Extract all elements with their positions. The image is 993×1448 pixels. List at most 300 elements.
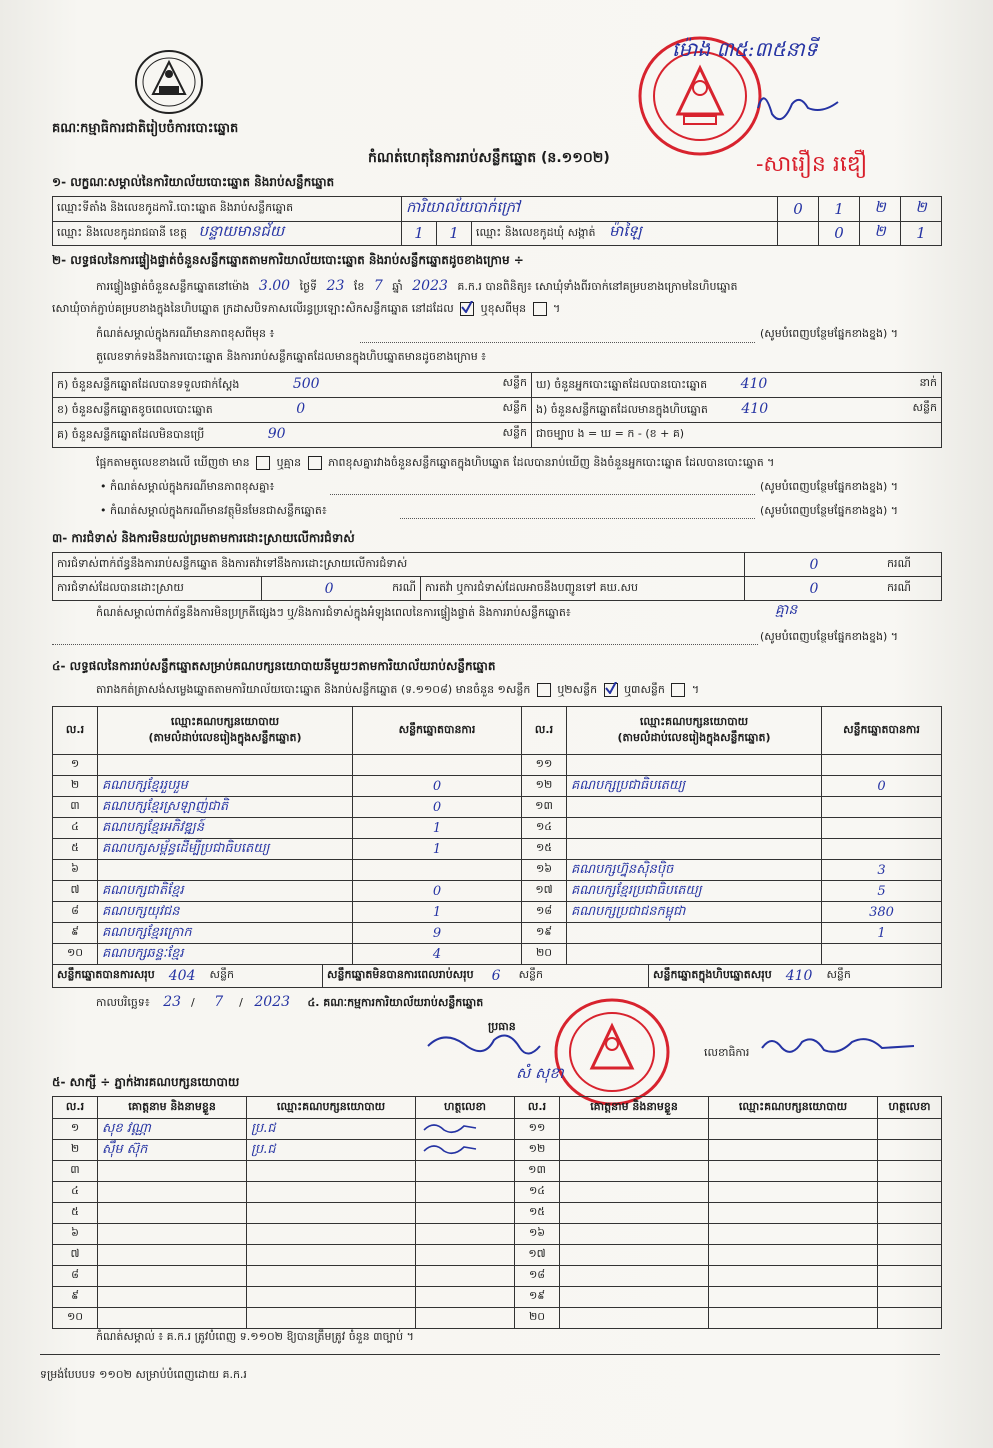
complaints-table — [52, 552, 942, 601]
verify-time-label: ការផ្ទៀងផ្ទាត់ចំនួនសន្លឹកឆ្នោតនៅម៉ោង — [96, 280, 250, 293]
party-name: គណបក្ស​ឆន្ទៈ​ខ្មែរ — [98, 944, 353, 965]
table-row — [53, 860, 942, 881]
verify-month: 7 — [373, 278, 383, 294]
table-row — [53, 1245, 942, 1266]
witness-party — [709, 1266, 878, 1287]
handwritten-name: -សារឿន រឌឿ — [756, 152, 868, 177]
footer-divider — [40, 1354, 940, 1355]
witness-no: ២ — [53, 1140, 98, 1161]
witness-signature — [878, 1287, 942, 1308]
section4-title: ៤- លទ្ធផលនៃការរាប់សន្លឹកឆ្នោតសម្រាប់គណបក្សនយោបាយនីមួយៗតាមការិយាល័យរាប់សន្លឹកឆ្នោត — [52, 659, 496, 673]
witness-party — [247, 1287, 416, 1308]
witness-no: ១៥ — [515, 1203, 560, 1224]
province-code-1: 1 — [402, 221, 437, 246]
witness-party — [247, 1203, 416, 1224]
invalid-total-cell — [323, 965, 649, 987]
totals-row — [53, 965, 942, 988]
tally-three-checkbox[interactable] — [671, 683, 685, 697]
col-party-left — [98, 707, 353, 755]
witness-name — [560, 1182, 709, 1203]
difference-note-more: (សូមបំពេញបន្ថែមផ្នែកខាងខ្នង) ។ — [760, 327, 899, 340]
table-row — [53, 1308, 942, 1329]
discrepancy-no-checkbox[interactable] — [308, 456, 322, 470]
verify-year-label: ឆ្នាំ — [392, 280, 403, 293]
col-party-right — [567, 707, 822, 755]
party-name — [567, 839, 822, 860]
party-votes: 1 — [822, 923, 942, 944]
witness-name — [560, 1308, 709, 1329]
ka-label: ក) ចំនួនសន្លឹកឆ្នោតដែលបានទទួលជាក់ស្តែង — [57, 378, 240, 391]
commune-code-1: 0 — [819, 221, 860, 246]
ngo-unit: សន្លឹក — [912, 401, 937, 414]
tally-one-checkbox[interactable] — [537, 683, 551, 697]
handwritten-time-note: ម៉ោង ៣៥:៣៥នាទី — [672, 37, 818, 61]
section3-title: ៣- ការជំទាស់ និងការមិនយល់ព្រមតាមការដោះស្រាយលើការជំទាស់ — [52, 531, 355, 545]
tally-three-label: ឬ៣សន្លឹក — [624, 683, 665, 696]
party-votes — [822, 755, 942, 776]
station-label: ឈ្មោះទីតាំង និងលេខកូដការិ.បោះឆ្នោត និងរាប់សន្លឹកឆ្នោត — [53, 197, 402, 222]
resolved-value — [262, 577, 421, 601]
discrepancy-note-more: (សូមបំពេញបន្ថែមផ្នែកខាងខ្នង) ។ — [760, 480, 899, 493]
table-row — [53, 944, 942, 965]
difference-note-label: កំណត់សម្គាល់ក្នុងករណីមានភាពខុសពីមុន ៖ — [96, 327, 275, 340]
party-votes: 0 — [353, 881, 522, 902]
party-no: ១០ — [53, 944, 98, 965]
party-results-table — [52, 706, 942, 988]
col-party-left-title: ឈ្មោះគណបក្សនយោបាយ — [170, 714, 280, 728]
party-votes — [353, 755, 522, 776]
party-no: ៤ — [53, 818, 98, 839]
kho-unit: នាក់ — [919, 376, 937, 389]
section2-title: ២- លទ្ធផលនៃការផ្ទៀងផ្ទាត់ចំនួនសន្លឹកឆ្នោតតាមការិយាល័យបោះឆ្នោត និងរាប់សន្លឹកឆ្នោតដូចខាងក្រោម ÷ — [52, 253, 524, 267]
chair-name: សំ សុខា — [516, 1064, 564, 1082]
box-total-cell — [649, 965, 941, 987]
witness-col-name-left: គោត្តនាម និងនាមខ្លួន — [98, 1097, 247, 1119]
witness-signature — [416, 1266, 515, 1287]
document-title: កំណត់ហេតុនៃការរាប់សន្លឹកឆ្នោត (ន.១១០២) — [368, 150, 610, 166]
witness-party — [709, 1140, 878, 1161]
witness-signature — [416, 1245, 515, 1266]
witness-name — [560, 1119, 709, 1140]
witness-col-no-left: ល.រ — [53, 1097, 98, 1119]
witness-name — [560, 1140, 709, 1161]
table-row — [53, 1140, 942, 1161]
witness-no: ៣ — [53, 1161, 98, 1182]
province-row — [53, 221, 402, 246]
witness-name — [98, 1287, 247, 1308]
witness-no: ៦ — [53, 1224, 98, 1245]
figures-intro: តួលេខទាក់ទងនឹងការបោះឆ្នោត និងការរាប់សន្លឹកឆ្នោតដែលមានក្នុងហិបឆ្នោតមានដូចខាងក្រោម ៖ — [96, 350, 487, 363]
valid-total-value: 404 — [168, 968, 196, 984]
witness-name: ស៊ឹម ស៊ុក — [98, 1140, 247, 1161]
witness-party — [247, 1182, 416, 1203]
party-votes: 9 — [353, 923, 522, 944]
ngo-label: ង) ចំនួនសន្លឹកឆ្នោតដែលមានក្នុងហិបឆ្នោត — [536, 403, 708, 416]
witness-party — [709, 1182, 878, 1203]
witness-party — [709, 1308, 878, 1329]
discrepancy-yes-checkbox[interactable] — [256, 456, 270, 470]
discrepancy-note-label: • កំណត់សម្គាល់ក្នុងករណីមានភាពខុសគ្នា៖ — [100, 480, 275, 493]
witness-no: ១ — [53, 1119, 98, 1140]
table-row — [53, 881, 942, 902]
valid-total-label: សន្លឹកឆ្នោតបានការសរុប — [57, 968, 155, 981]
verify-line-2: សោឃុំចាក់ភ្ជាប់គម្របខាងក្នុងនៃហិបឆ្នោត ក្រដាសបិទភាសលើរន្ធប្រឡោះសិកសន្លឹកឆ្នោត នៅដដែល ឬខុសពីមុន ។ — [52, 302, 560, 318]
invalid-total-label: សន្លឹកឆ្នោតមិនបានការពេលរាប់សរុប — [327, 968, 474, 981]
party-no: ១៧ — [522, 881, 567, 902]
witness-col-party-right: ឈ្មោះគណបក្សនយោបាយ — [709, 1097, 878, 1119]
witness-name — [560, 1266, 709, 1287]
province-value: បន្ទាយមានជ័យ — [198, 222, 285, 241]
date-label: កាលបរិច្ឆេទ៖ — [96, 996, 150, 1009]
difference-note-line — [360, 342, 755, 343]
party-no: ១២ — [522, 776, 567, 797]
table-row — [53, 1203, 942, 1224]
verify-year: 2023 — [412, 278, 448, 294]
party-name — [567, 923, 822, 944]
party-no: ១ — [53, 755, 98, 776]
witness-signature — [878, 1224, 942, 1245]
ko-label: គ) ចំនួនសន្លឹកឆ្នោតដែលមិនបានប្រើ — [57, 428, 205, 441]
irregularity-note-line — [52, 644, 758, 645]
party-votes: 1 — [353, 902, 522, 923]
valid-total-cell — [53, 965, 323, 987]
witness-party — [709, 1287, 878, 1308]
witness-table — [52, 1096, 942, 1329]
party-name — [98, 755, 353, 776]
box-total-value: 410 — [785, 968, 813, 984]
seal-text: សោឃុំចាក់ភ្ជាប់គម្របខាងក្នុងនៃហិបឆ្នោត ក្រដាសបិទភាសលើរន្ធប្រឡោះសិកសន្លឹកឆ្នោត នៅដដែល — [52, 302, 454, 315]
verify-text: គ.ក.រ បានពិនិត្យ៖ សោឃុំទាំងពីរចាក់នៅគម្របខាងក្រោមនៃហិបឆ្នោត — [457, 280, 738, 293]
witness-signature-icon — [420, 1120, 480, 1136]
witness-no: ១៦ — [515, 1224, 560, 1245]
witness-col-name-right: គោត្តនាម និងនាមខ្លួន — [560, 1097, 709, 1119]
witness-party — [247, 1224, 416, 1245]
secretary-signature-icon — [758, 1030, 918, 1060]
witness-signature — [878, 1203, 942, 1224]
witness-party: ប្រ.ជ — [247, 1119, 416, 1140]
tally-sheet-line: តារាងកត់ត្រាសង់សម្លេងឆ្នោតតាមការិយាល័យបោះឆ្នោត និងរាប់សន្លឹកឆ្នោត (ទ.១១០៨) មានចំនួន ១សន្លឹក ឬ២សន្លឹក ឬ៣សន្លឹក ។ — [96, 683, 699, 699]
witness-name — [560, 1161, 709, 1182]
verify-month-label: ខែ — [353, 280, 365, 293]
forwarded-unit: ករណី — [883, 577, 942, 601]
province-code-2: 1 — [437, 221, 472, 246]
witness-name — [560, 1287, 709, 1308]
witness-signature — [416, 1224, 515, 1245]
witness-no: ១១ — [515, 1119, 560, 1140]
witness-signature — [416, 1308, 515, 1329]
witness-signature — [416, 1287, 515, 1308]
party-votes — [822, 797, 942, 818]
party-no: ៣ — [53, 797, 98, 818]
witness-party — [709, 1224, 878, 1245]
party-votes: 5 — [822, 881, 942, 902]
kha-label: ខ) ចំនួនសន្លឹកឆ្នោតខូចពេលបោះឆ្នោត — [57, 403, 213, 416]
party-name — [567, 797, 822, 818]
complaint-row-1-unit: ករណី — [883, 553, 942, 577]
foreign-object-more: (សូមបំពេញបន្ថែមផ្នែកខាងខ្នង) ។ — [760, 504, 899, 517]
witness-col-sign-right: ហត្ថលេខា — [878, 1097, 942, 1119]
witness-signature — [416, 1203, 515, 1224]
party-name: គណបក្ស​ហ្វ៊ុនស៊ិនប៉ិច — [567, 860, 822, 881]
kha-unit: សន្លឹក — [502, 401, 527, 414]
witness-col-party-left: ឈ្មោះគណបក្សនយោបាយ — [247, 1097, 416, 1119]
table-row — [53, 755, 942, 776]
station-code-3: ២ — [860, 197, 901, 222]
footer-text: ទម្រង់បែបបទ ១១០២ សម្រាប់បំពេញដោយ គ.ក.រ — [40, 1368, 247, 1381]
party-no: ៥ — [53, 839, 98, 860]
verify-time: 3.00 — [258, 278, 291, 294]
party-no: ១៤ — [522, 818, 567, 839]
formula: ជាចម្បាប ង = ឃ = ក - (ខ + គ) — [532, 423, 942, 448]
witness-party — [247, 1161, 416, 1182]
witness-signature — [878, 1266, 942, 1287]
witness-party — [709, 1119, 878, 1140]
tally-one-label: តារាងកត់ត្រាសង់សម្លេងឆ្នោតតាមការិយាល័យបោះឆ្នោត និងរាប់សន្លឹកឆ្នោត (ទ.១១០៨) មានចំនួន ១សន្លឹក — [96, 683, 531, 696]
witness-party — [247, 1308, 416, 1329]
invalid-total-unit: សន្លឹក — [518, 968, 544, 981]
foreign-object-line — [400, 518, 755, 519]
witness-party — [709, 1161, 878, 1182]
footnote: កំណត់សម្គាល់ ៖ គ.ក.រ ត្រូវបំពេញ ទ.១១០២ ឱ្យបានត្រឹមត្រូវ ចំនួន ៣ច្បាប់ ។ — [96, 1330, 414, 1343]
witness-signature — [878, 1161, 942, 1182]
witness-signature — [878, 1308, 942, 1329]
party-no: ៨ — [53, 902, 98, 923]
witness-name — [98, 1161, 247, 1182]
party-name — [98, 860, 353, 881]
witness-col-no-right: ល.រ — [515, 1097, 560, 1119]
tally-two-label: ឬ២សន្លឹក — [557, 683, 598, 696]
province-label: ឈ្មោះ និងលេខកូដរាជធានី ខេត្ត — [57, 226, 187, 240]
table-row — [53, 1161, 942, 1182]
section1-table — [52, 196, 942, 246]
discrepancy-text: ភាពខុសគ្នារវាងចំនួនសន្លឹកឆ្នោតក្នុងហិបឆ្នោត ដែលបានរាប់ឃើញ និងចំនួនអ្នកបោះឆ្នោត ដែលបានបោះឆ្នោត ។ — [328, 456, 775, 469]
table-row — [53, 776, 942, 797]
party-votes: 4 — [353, 944, 522, 965]
discrepancy-yes-label: ផ្អែកតាមតួលេខខាងលើ ឃើញថា មាន — [96, 456, 250, 469]
party-no: ១៩ — [522, 923, 567, 944]
witness-signature — [416, 1161, 515, 1182]
station-code-4: ២ — [901, 197, 942, 222]
witness-signature — [878, 1245, 942, 1266]
witness-no: ១២ — [515, 1140, 560, 1161]
ka-unit: សន្លឹក — [502, 376, 527, 389]
party-name — [567, 818, 822, 839]
col-no-left: ល.រ — [53, 707, 98, 755]
signature-icon — [752, 84, 842, 130]
party-no: ១៣ — [522, 797, 567, 818]
figures-table — [52, 372, 942, 448]
witness-col-sign-left: ហត្ថលេខា — [416, 1097, 515, 1119]
witness-no: ៨ — [53, 1266, 98, 1287]
witness-name: សុខ វណ្ណា — [98, 1119, 247, 1140]
witness-signature — [416, 1119, 515, 1140]
forwarded-value: 0 — [745, 577, 884, 601]
table-row — [53, 1119, 942, 1140]
witness-party — [709, 1203, 878, 1224]
discrepancy-note-line — [330, 494, 755, 495]
invalid-total-value: 6 — [491, 968, 501, 984]
witness-no: ៤ — [53, 1182, 98, 1203]
valid-total-unit: សន្លឹក — [209, 968, 234, 981]
party-name: គណបក្ស​ប្រជាជន​កម្ពុជា — [567, 902, 822, 923]
witness-name — [98, 1182, 247, 1203]
witness-no: ១០ — [53, 1308, 98, 1329]
party-name: គណបក្សប្រជាធិបតេយ្យ — [567, 776, 822, 797]
box-total-label: សន្លឹកឆ្នោតក្នុងហិបឆ្នោតសរុប — [653, 968, 772, 981]
table-row — [53, 1182, 942, 1203]
section1-title: ១- លក្ខណៈសម្គាល់នៃការិយាល័យបោះឆ្នោត និងរាប់សន្លឹកឆ្នោត — [52, 175, 335, 189]
party-no: ៧ — [53, 881, 98, 902]
resolved-label: ការជំទាស់ដែលបានដោះស្រាយ — [53, 577, 262, 601]
irregularity-note-more: (សូមបំពេញបន្ថែមផ្នែកខាងខ្នង) ។ — [760, 630, 899, 643]
kha-value: 0 — [296, 401, 306, 417]
verify-day: 23 — [326, 278, 345, 294]
table-row — [53, 1224, 942, 1245]
party-name — [567, 944, 822, 965]
party-no: ១៦ — [522, 860, 567, 881]
witness-no: ៩ — [53, 1287, 98, 1308]
party-name: គណបក្សខ្មែរ​រួបរួម — [98, 776, 353, 797]
forwarded-label: ការតវ៉ា ឬការជំទាស់ដែលអាចនឹងបញ្ជូនទៅ គឃ.សប — [421, 577, 745, 601]
station-code-2: 1 — [819, 197, 860, 222]
commune-code-2: ២ — [860, 221, 901, 246]
table-row — [53, 923, 942, 944]
commune-code-3: 1 — [901, 221, 942, 246]
commune-label: ឈ្មោះ និងលេខកូដឃុំ សង្កាត់ — [476, 226, 596, 240]
witness-name — [98, 1224, 247, 1245]
party-name: គណបក្ស​ខ្មែរ​ក្រោក — [98, 923, 353, 944]
ko-unit: សន្លឹក — [502, 426, 527, 439]
party-name: គណបក្សខ្មែរ​ស្រឡាញ់ជាតិ — [98, 797, 353, 818]
witness-signature — [878, 1182, 942, 1203]
party-votes: 0 — [353, 797, 522, 818]
party-no: ២០ — [522, 944, 567, 965]
table-row — [53, 902, 942, 923]
party-no: ២ — [53, 776, 98, 797]
party-votes — [822, 839, 942, 860]
col-votes-left: សន្លឹកឆ្នោតបានការ — [353, 707, 522, 755]
party-votes: 0 — [822, 776, 942, 797]
table-row — [53, 1287, 942, 1308]
witness-name — [98, 1203, 247, 1224]
witness-signature — [878, 1119, 942, 1140]
witness-no: ១៧ — [515, 1245, 560, 1266]
witness-name — [560, 1245, 709, 1266]
table-row — [53, 818, 942, 839]
different-label: ឬខុសពីមុន — [480, 302, 527, 315]
discrepancy-line — [96, 456, 774, 472]
party-votes — [353, 860, 522, 881]
ko-value: 90 — [267, 426, 286, 442]
section5-title: ៥- សាក្សី ÷ ភ្នាក់ងារគណបក្សនយោបាយ — [52, 1075, 240, 1089]
party-name: គណបក្ស​ខ្មែរ​ប្រជាធិបតេយ្យ — [567, 881, 822, 902]
witness-party — [247, 1245, 416, 1266]
party-name: គណបក្សខ្មែរ​អភិវឌ្ឍន៍ — [98, 818, 353, 839]
complaint-row-1-value: 0 — [745, 553, 884, 577]
party-name: គណបក្ស​យុវជន — [98, 902, 353, 923]
irregularity-note-label: កំណត់សម្គាល់ពាក់ព័ន្ធនឹងការមិនប្រក្រតីផ្សេងៗ ឬ/និងការជំទាស់ក្នុងអំឡុងពេលនៃការផ្ទៀងផ្ទាត់ និងការរាប់សន្លឹកឆ្នោត៖ — [96, 606, 571, 619]
party-no: ១៨ — [522, 902, 567, 923]
same-checkbox[interactable] — [460, 302, 474, 316]
party-votes: 380 — [822, 902, 942, 923]
commune-row — [472, 221, 778, 246]
discrepancy-no-label: ឬគ្មាន — [276, 456, 302, 469]
chair-label: ប្រធាន — [488, 1020, 516, 1033]
different-checkbox[interactable] — [533, 302, 547, 316]
party-no: ៩ — [53, 923, 98, 944]
verify-line-1 — [96, 278, 737, 296]
party-votes — [822, 944, 942, 965]
witness-name — [560, 1224, 709, 1245]
station-code-1: 0 — [778, 197, 819, 222]
resolved-unit: ករណី — [392, 580, 416, 594]
witness-party — [247, 1266, 416, 1287]
witness-no: ១៨ — [515, 1266, 560, 1287]
witness-no: ១៤ — [515, 1182, 560, 1203]
complaint-row-1-label: ការជំទាស់ពាក់ព័ន្ធនឹងការរាប់សន្លឹកឆ្នោត និងការតវ៉ាទៅនឹងការដោះស្រាយលើការជំទាស់ — [53, 553, 745, 577]
witness-name — [98, 1308, 247, 1329]
party-rows — [53, 755, 942, 965]
party-votes: 1 — [353, 818, 522, 839]
party-name: គណបក្ស​ជាតិ​ខ្មែរ — [98, 881, 353, 902]
org-name: គណៈកម្មាធិការជាតិរៀបចំការបោះឆ្នោត — [52, 121, 239, 136]
kho-label: ឃ) ចំនួនអ្នកបោះឆ្នោតដែលបានបោះឆ្នោត — [536, 378, 708, 391]
party-no: ១៥ — [522, 839, 567, 860]
kho-value: 410 — [740, 376, 768, 392]
table-row — [53, 797, 942, 818]
station-value: ការិយាល័យ​បាក់ក្រៅ — [402, 197, 778, 222]
party-name: គណបក្ស​សម្ព័ន្ធ​ដើម្បី​ប្រជាធិបតេយ្យ — [98, 839, 353, 860]
party-name — [567, 755, 822, 776]
verify-day-label: ថ្ងៃទី — [299, 280, 318, 293]
col-party-right-sub: (តាមលំដាប់លេខរៀងក្នុងសន្លឹកឆ្នោត) — [617, 730, 771, 744]
committee-stamp-icon — [552, 996, 672, 1108]
party-no: ៦ — [53, 860, 98, 881]
tally-two-checkbox[interactable] — [604, 683, 618, 697]
resolved-number: 0 — [324, 580, 334, 597]
witness-no: ១៣ — [515, 1161, 560, 1182]
table-row — [53, 839, 942, 860]
witness-name — [98, 1245, 247, 1266]
ngo-value: 410 — [741, 401, 769, 417]
witness-signature-icon — [420, 1141, 480, 1157]
irregularity-note-value: គ្មាន — [775, 602, 798, 618]
foreign-object-label: • កំណត់សម្គាល់ក្នុងករណីមានវត្ថុមិនមែនជាសន្លឹកឆ្នោត៖ — [100, 504, 327, 517]
witness-no: ៧ — [53, 1245, 98, 1266]
col-no-right: ល.រ — [522, 707, 567, 755]
party-no: ១១ — [522, 755, 567, 776]
witness-signature — [416, 1182, 515, 1203]
committee-label: ៤. គណៈកម្មការការិយាល័យរាប់សន្លឹកឆ្នោត — [307, 996, 484, 1009]
col-party-left-sub: (តាមលំដាប់លេខរៀងក្នុងសន្លឹកឆ្នោត) — [148, 730, 302, 744]
witness-signature — [416, 1140, 515, 1161]
witness-party — [709, 1245, 878, 1266]
box-total-unit: សន្លឹក — [826, 968, 851, 981]
party-votes — [822, 818, 942, 839]
date-day: 23 — [163, 994, 182, 1010]
col-party-right-title: ឈ្មោះគណបក្សនយោបាយ — [639, 714, 749, 728]
col-votes-right: សន្លឹកឆ្នោតបានការ — [822, 707, 942, 755]
date-line: កាលបរិច្ឆេទ៖ 23 / 7 / 2023 ៤. គណៈកម្មការការិយាល័យរាប់សន្លឹកឆ្នោត — [96, 994, 484, 1010]
party-votes: 1 — [353, 839, 522, 860]
witness-name — [98, 1266, 247, 1287]
ka-value: 500 — [292, 376, 320, 392]
nec-emblem-icon — [133, 48, 205, 116]
secretary-label: លេខាធិការ — [704, 1046, 750, 1059]
table-row — [53, 1266, 942, 1287]
date-year: 2023 — [254, 994, 291, 1010]
witness-name — [560, 1203, 709, 1224]
